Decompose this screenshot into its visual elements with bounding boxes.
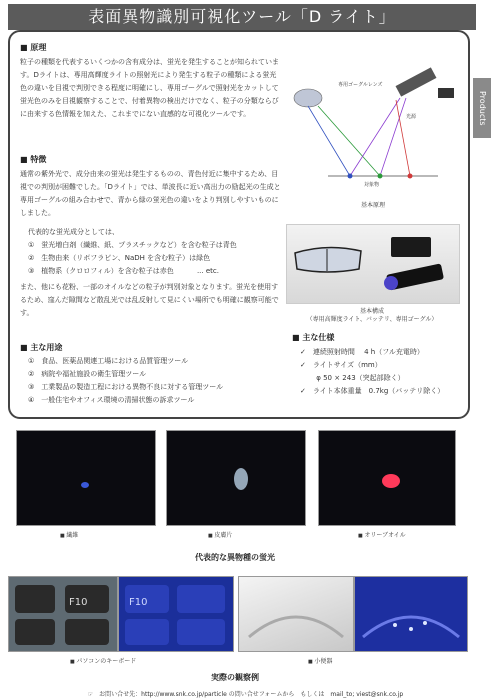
keyboard-uv-photo <box>118 576 234 652</box>
skin-caption: ■ 皮膚片 <box>208 530 232 539</box>
particle-green <box>378 174 383 179</box>
stain-spot <box>423 621 427 625</box>
fluorescence-title: 代表的な異物種の蛍光 <box>195 553 275 562</box>
particle-blue <box>348 174 353 179</box>
flashlight-icon <box>396 67 454 98</box>
specs-list <box>300 346 465 398</box>
olive-oil-caption: ■ オリーブオイル <box>358 530 406 539</box>
light-label: 光源 <box>406 114 417 120</box>
list-item: ① 蛍光増白剤（繊維、紙、プラスチックなど）を含む粒子は青色 <box>28 241 237 249</box>
list-item: ① 食品、医薬品関連工場における品質管理ツール <box>28 357 189 365</box>
kit-illustration <box>287 225 459 303</box>
battery-icon <box>391 237 431 257</box>
uses-heading: ■ 主な用途 <box>20 342 62 353</box>
urinal-uv-photo <box>354 576 468 652</box>
feature-text: 通常の紫外光で、成分由来の蛍光は発生するものの、青色付近に集中するため、目視での判別が困難でした。「Dライト」では、単波長に近い高出力の励起光の生成と専用ゴーグルの組み合わせで、青から緑の蛍光色の違いをより判別しやすいものにしました。 <box>20 170 281 217</box>
list-item: ③ 植物系（クロロフィル）を含む粒子は赤色 ... etc. <box>28 267 219 275</box>
skin-glow <box>234 468 248 490</box>
feature-heading: ■ 特徴 <box>20 154 46 165</box>
list-item: ③ 工業製品の製造工程における異物不良に対する管理ツール <box>28 383 224 391</box>
skin-photo <box>166 430 306 526</box>
list-item: ✓ 連続照射時間 4 h（フル充電時） <box>300 348 424 356</box>
kit-caption-2: （専用高輝度ライト、バッテリ、専用ゴーグル） <box>306 316 438 323</box>
list-item: ✓ ライト本体重量 0.7kg（バッテリ除く） <box>300 387 445 395</box>
feature-intro: 代表的な蛍光成分としては、 <box>28 228 119 236</box>
kit-photo <box>286 224 460 304</box>
list-item: ④ 一般住宅やオフィス環境の清掃状態の訴求ツール <box>28 396 195 404</box>
feature-note: また、他にも花粉、一部のオイルなどの粒子が判別対象となります。蛍光を使用するため、窪んだ隙間など散乱光では乱反射して見にくい場所でも明確に観察可能です。 <box>20 283 279 317</box>
main-panel <box>8 30 470 419</box>
key-label: F10 <box>129 597 148 608</box>
goggles-icon <box>295 247 361 272</box>
flashlight-icon <box>384 263 444 290</box>
fiber-photo <box>16 430 156 526</box>
list-item: ✓ ライトサイズ（mm） <box>300 361 382 369</box>
key-shape <box>125 619 169 645</box>
key-shape <box>15 619 55 645</box>
urinal-caption: ■ 小便器 <box>308 656 332 665</box>
key-shape <box>15 585 55 613</box>
oil-glow <box>382 474 400 488</box>
kit-caption-1: 基本構成 <box>359 308 384 315</box>
page-title: 表面異物識別可視化ツール「D ライト」 <box>8 4 476 30</box>
urinal-normal-photo <box>238 576 354 652</box>
products-tab[interactable]: Products <box>473 78 491 138</box>
fluorescence-list <box>28 239 278 278</box>
examples-title: 実際の観察例 <box>211 673 259 682</box>
diagram-caption: 基本原理 <box>360 202 385 209</box>
key-shape <box>65 619 109 645</box>
principle-diagram <box>288 58 458 193</box>
stain-spot <box>393 623 397 627</box>
list-item: ② 生物由来（リボフラビン、NaDH を含む粒子）は緑色 <box>28 254 211 262</box>
goggle-label: 専用ゴーグルレンズ <box>338 82 383 88</box>
principle-text: 粒子の種類を代表するいくつかの含有成分は、蛍光を発生することが知られています。Dライトは、専用高輝度ライトの照射光により発生する粒子の種類による蛍光色の違いを目視で判別できる程度に明確にし、専用ゴーグルで照射光をカットして蛍光色のみを目視観察することで、付着異物の検出だけでなく、粒子の分類ならびに由来する色情報を加えた、これまでにない直感的な可視化ツールです。 <box>20 58 279 118</box>
principle-heading: ■ 原理 <box>20 42 46 53</box>
olive-oil-photo <box>318 430 456 526</box>
list-item: φ 50 × 243（突起部除く） <box>300 374 405 382</box>
goggle-icon <box>294 89 322 107</box>
fiber-caption: ■ 繊維 <box>60 530 78 539</box>
uses-list <box>28 355 278 407</box>
keyboard-normal-photo <box>8 576 118 652</box>
key-shape <box>177 619 225 645</box>
specs-heading: ■ 主な仕様 <box>292 332 334 343</box>
fiber-glow <box>81 482 89 488</box>
urinal-rim <box>249 617 343 637</box>
list-item: ② 病院や福祉施設の衛生管理ツール <box>28 370 147 378</box>
keyboard-caption: ■ パソコンのキーボード <box>70 656 136 665</box>
key-shape <box>177 585 225 613</box>
stain-spot <box>409 627 413 631</box>
target-label: 対象物 <box>364 182 380 188</box>
particle-red <box>408 174 413 179</box>
contact-footer[interactable]: ☞ お問い合せ先：http://www.snk.co.jp/particle の問い合せフォームから もしくは mail_to; viest@snk.co.jp <box>87 691 404 698</box>
key-label: F10 <box>69 597 88 608</box>
